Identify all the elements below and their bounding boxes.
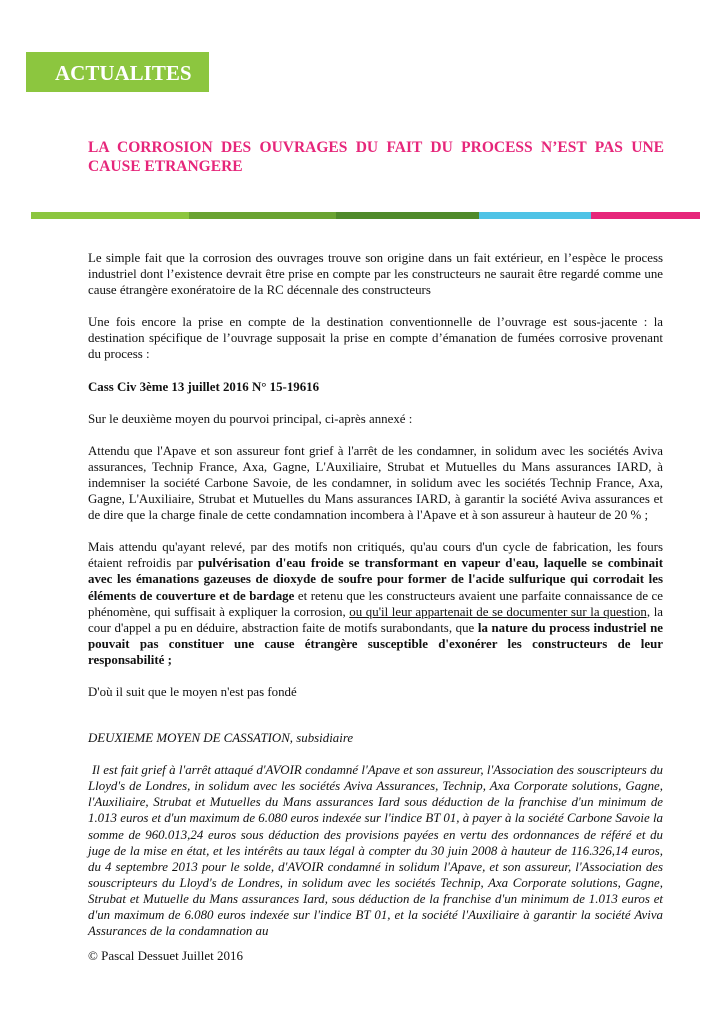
text-span: la cour d'appel a pu en déduire, abstraction faite de motifs surabondants, que [88, 604, 663, 635]
article-title: LA CORROSION DES OUVRAGES DU FAIT DU PROCESS N’EST PAS UNE CAUSE ETRANGERE [88, 139, 664, 175]
grief-paragraph: Il est fait grief à l'arrêt attaqué d'AVOIR condamné l'Apave et son assureur, l'Association des souscripteurs du Lloyd's de Londres, in solidum avec les sociétés Aviva Assurances, Technip, Axa Corporate solutions, Gagne, l'Auxiliaire, Strubat et Mutuelles du Mans assurances Iard sous déduction de la franchise d'un minimum de 1.013 euros et d'un maximum de 6.080 euros indexée sur l'indice BT 01, à payer à la société Carbone Savoie la somme de 960.013,24 euros sous déduction des provisions payées en vertu des ordonnances de référé et du juge de la mise en état, et les intérêts au taux légal à compter du 30 juin 2008 à hauteur de 116.326,14 euros, du 4 septembre 2013 pour le solde, d'AVOIR condamné in solidum l'Apave, et son assureur, l'Association des souscripteurs du Lloyd's de Londres, in solidum avec les sociétés Technip, Axa Corporate solutions, Gagne, Strubat et Mutuelle du Mans assurances Iard, sous déduction de la franchise d'un minimum de 1.013 euros et d'un maximum de 6.080 euros indexée sur l'indice BT 01, et la société l'Auxiliaire à garantir la société Aviva Assurances de la condamnation au [88, 763, 663, 939]
text-span: et retenu que les constructeurs avaient une parfaite connaissance de ce phénomène, qui suffisait à expliquer la corrosion, [88, 588, 664, 619]
footer-copyright: © Pascal Dessuet Juillet 2016 [88, 948, 244, 963]
text-span: Mais attendu qu'ayant relevé, par des motifs non critiqués, qu'au cours d'un cycle de fabrication, les fours étaient refroidis par [88, 540, 663, 571]
color-stripe [31, 212, 700, 219]
stripe-segment [31, 212, 189, 219]
intro-paragraph: Le simple fait que la corrosion des ouvrages trouve son origine dans un fait extérieur, en l’espèce le process industriel dont l’existence devrait être prise en compte par les constructeurs ne saurait être regardé comme une cause étrangère exonératoire de la RC décennale des constructeurs [88, 251, 663, 298]
stripe-segment [479, 212, 591, 219]
moyen-intro: Sur le deuxième moyen du pourvoi principal, ci-après annexé : [88, 411, 413, 426]
attendu-paragraph: Attendu que l'Apave et son assureur font grief à l'arrêt de les condamner, in solidum avec les sociétés Aviva assurances, Technip France, Axa, Gagne, L'Auxiliaire, Strubat et Mutuelles du Mans assurances IARD, à indemniser la société Carbone Savoie, de les condamner, in solidum avec les sociétés Technip France, Axa, Gagne, L'Auxiliaire, Strubat et Mutuelles du Mans assurances IARD, à garantir la société Aviva assurances et de dire que la charge finale de cette condamnation incombera à l'Apave et à son assureur à hauteur de 20 % ; [88, 443, 663, 523]
underlined-span: ou qu'il leur appartenait de se documenter sur la question, [349, 604, 651, 619]
emphasis-span: la nature du process industriel ne pouvait pas constituer une cause étrangère susceptible d'exonérer les constructeurs de leur responsabilité ; [88, 620, 663, 667]
stripe-segment [189, 212, 336, 219]
section-badge: ACTUALITES [26, 52, 209, 92]
conclusion-paragraph: D'où il suit que le moyen n'est pas fondé [88, 684, 297, 699]
article-body [88, 250, 663, 955]
context-paragraph: Une fois encore la prise en compte de la destination conventionnelle de l’ouvrage est sous-jacente : la destination spécifique de l’ouvrage supposait la prise en compte d’émanation de fumées corrosive provenant du process : [88, 315, 663, 362]
moyen-title: DEUXIEME MOYEN DE CASSATION, subsidiaire [88, 731, 354, 746]
decision-paragraph [88, 539, 663, 668]
emphasis-span: pulvérisation d'eau froide se transformant en vapeur d'eau, laquelle se combinait avec les émanations gazeuses de dioxyde de soufre pour former de l'acide sulfurique qui corrodait les éléments de couverture et de bardage [88, 556, 663, 603]
case-reference: Cass Civ 3ème 13 juillet 2016 N° 15-19616 [88, 379, 320, 394]
stripe-segment [336, 212, 479, 219]
stripe-segment [591, 212, 700, 219]
